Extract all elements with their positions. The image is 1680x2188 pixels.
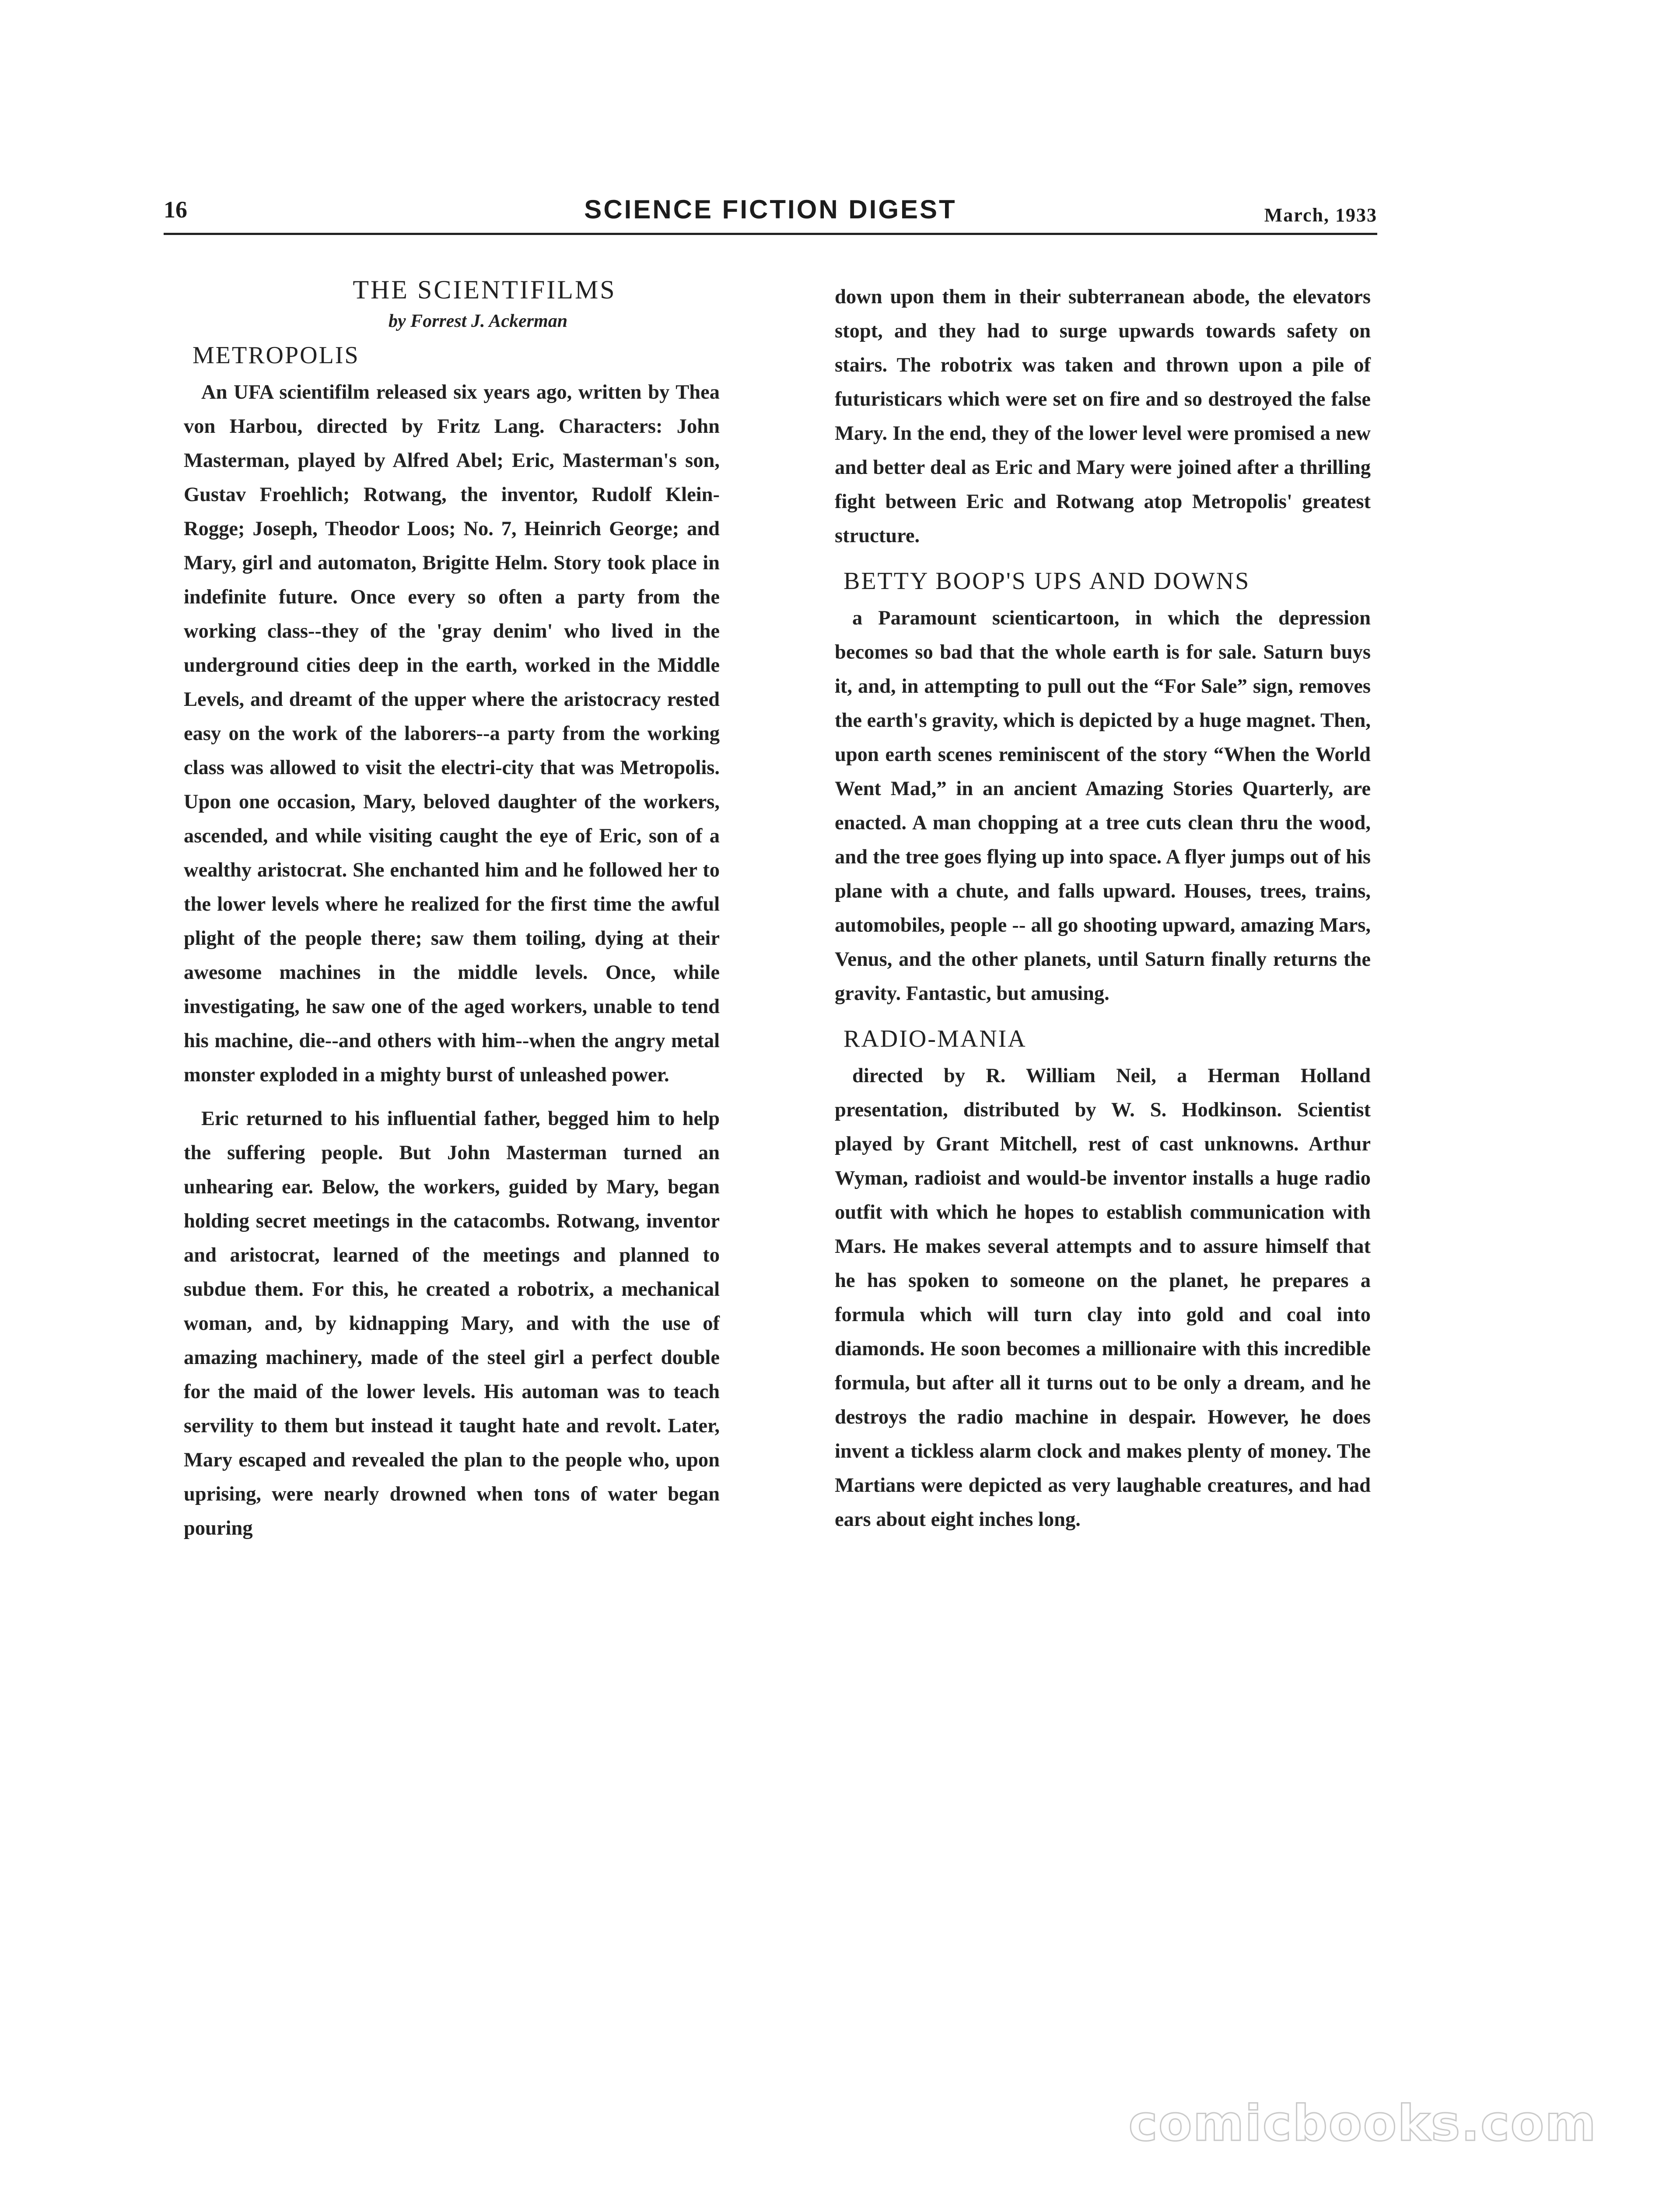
section-heading-betty-boop: BETTY BOOP'S UPS AND DOWNS [844,568,1250,595]
section-heading-metropolis: METROPOLIS [192,342,360,369]
section-heading-radio-mania: RADIO-MANIA [844,1025,1027,1052]
left-column [184,271,720,1555]
paragraph: Eric returned to his influential father, begged him to help the suffering people. But John Masterman turned an unhearing ear. Below, the workers, guided by Mary, began holding secret meetings in the catacombs. Rotwang, inventor and aristocrat, learned of the meetings and planned to subdue them. For this, he created a robotrix, a mechanical woman, and, by kidnapping Mary, and with the use of amazing machinery, made of the steel girl a perfect double for the maid of the lower levels. His automan was to teach servility to them but instead it taught hate and revolt. Later, Mary escaped and revealed the plan to the people who, upon uprising, were nearly drowned when tons of water began pouring [184,1108,720,1539]
paragraph: directed by R. William Neil, a Herman Holland presentation, distributed by W. S. Hodkinson. Scientist played by Grant Mitchell, rest of cast unknowns. Arthur Wyman, radioist and would-be inventor installs a huge radio outfit with which he hopes to establish communication with Mars. He makes several attempts and to assure himself that he has spoken to someone on the planet, he prepares a formula which will turn clay into gold and coal into diamonds. He soon becomes a millionaire with this incredible formula, but after all it turns out to be only a dream, and he destroys the radio machine in despair. However, he does invent a tickless alarm clock and makes plenty of money. The Martians were depicted as very laughable creatures, and had ears about eight inches long. [835,1065,1371,1531]
page-number: 16 [164,196,187,223]
issue-date: March, 1933 [1264,204,1377,226]
journal-title: SCIENCE FICTION DIGEST [584,195,957,224]
paragraph: down upon them in their subterranean abode, the elevators stopt, and they had to surge upwards towards safety on stairs. The robotrix was taken and thrown upon a pile of futuristicars which were set on fire and so destroyed the false Mary. In the end, they of the lower level were promised a new and better deal as Eric and Mary were joined after a thrilling fight between Eric and Rotwang atop Metropolis' greatest structure. [835,286,1371,547]
byline: by Forrest J. Ackerman [388,311,568,331]
running-header [164,196,1377,240]
article-title: THE SCIENTIFILMS [353,275,616,304]
right-column [835,280,1371,1546]
paragraph: An UFA scientifilm released six years ago, written by Thea von Harbou, directed by Fritz Lang. Characters: John Masterman, played by Alfred Abel; Eric, Masterman's son, Gustav Froehlich; Rotwang, the inventor, Rudolf Klein-Rogge; Joseph, Theodor Loos; No. 7, Heinrich George; and Mary, girl and automaton, Brigitte Helm. Story took place in indefinite future. Once every so often a party from the working class--they of the 'gray denim' who lived in the underground cities deep in the earth, worked in the Middle Levels, and dreamt of the upper where the aristocracy rested easy on the work of the laborers--a party from the working class was allowed to visit the electri-city that was Metropolis. Upon one occasion, Mary, beloved daughter of the workers, ascended, and while visiting caught the eye of Eric, son of a wealthy aristocrat. She enchanted him and he followed her to the lower levels where he realized for the first time the awful plight of the people there; saw them toiling, dying at their awesome machines in the middle levels. Once, while investigating, he saw one of the aged workers, unable to tend his machine, die--and others with him--when the angry metal monster exploded in a mighty burst of unleashed power. [184,381,720,1086]
watermark: comicbooks.com [1128,2095,1597,2152]
header-rule [164,233,1377,235]
paragraph: a Paramount scienticartoon, in which the depression becomes so bad that the whole earth is for sale. Saturn buys it, and, in attempting to pull out the “For Sale” sign, removes the earth's gravity, which is depicted by a huge magnet. Then, upon earth scenes reminiscent of the story “When the World Went Mad,” in an ancient Amazing Stories Quarterly, are enacted. A man chopping at a tree cuts clean thru the wood, and the tree goes flying up into space. A flyer jumps out of his plane with a chute, and falls upward. Houses, trees, trains, automobiles, people -- all go shooting upward, amazing Mars, Venus, and the other planets, until Saturn finally returns the gravity. Fantastic, but amusing. [835,607,1371,1005]
